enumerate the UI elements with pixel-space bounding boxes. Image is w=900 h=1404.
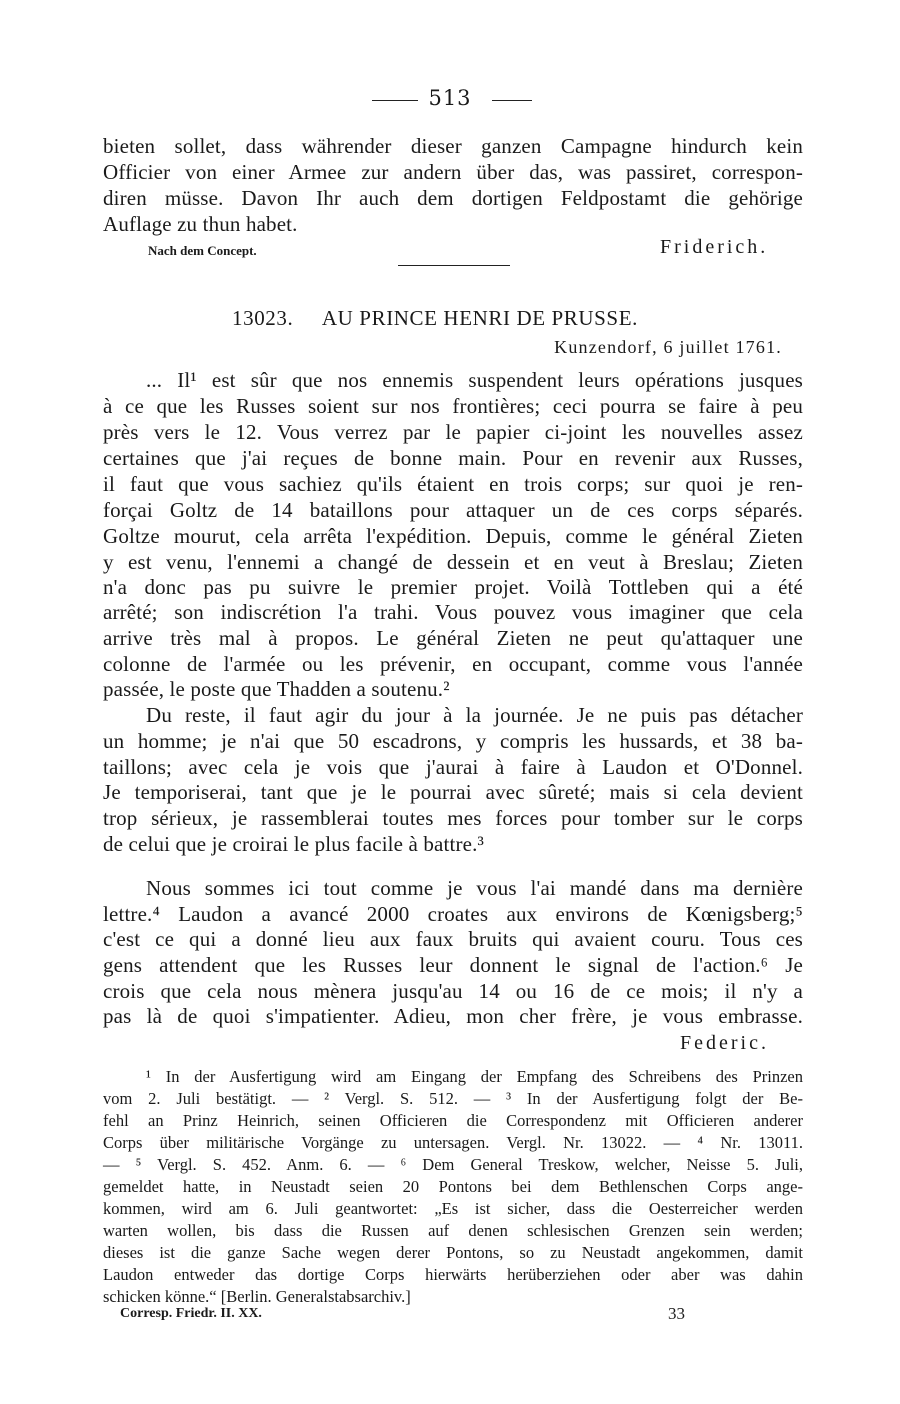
text-line: colonne de l'armée ou les prévenir, en occupant, comme vous l'année [103, 652, 803, 676]
footnote-line: gemeldet hatte, in Neustadt seien 20 Pontons bei dem Bethlenschen Corps ange- [103, 1177, 803, 1196]
dateline: Kunzendorf, 6 juillet 1761. [554, 337, 782, 357]
text-line: arrêté; son indiscrétion l'a trahi. Vous pouvez vous imaginer que cela [103, 600, 803, 624]
footnote-line: kommen, wird am 6. Juli geantwortet: „Es ist sicher, dass die Oesterreicher werden [103, 1199, 803, 1218]
footnote-line: dieses ist die ganze Sache wegen derer Pontons, so zu Neustadt angekommen, damit [103, 1243, 803, 1262]
footnote-line: Laudon entweder das dortige Corps hierwärts herüberziehen oder aber was dahin [103, 1265, 803, 1284]
text-line: certaines que j'ai reçues de bonne main. Pour en revenir aux Russes, [103, 446, 803, 470]
footer-source: Corresp. Friedr. II. XX. [120, 1306, 262, 1321]
text-line: Du reste, il faut agir du jour à la journée. Je ne puis pas détacher [146, 703, 803, 727]
header-dash-right [492, 100, 532, 101]
footnote-line: Corps über militärische Vorgänge zu untersagen. Vergl. Nr. 13022. — ⁴ Nr. 13011. [103, 1133, 803, 1152]
text-line: ... Il¹ est sûr que nos ennemis suspendent leurs opérations jusques [146, 368, 803, 392]
text-line: à ce que les Russes soient sur nos frontières; ceci pourra se faire à peu [103, 394, 803, 418]
signature-mark: 33 [668, 1304, 685, 1323]
text-line: il faut que vous sachiez qu'ils étaient en trois corps; sur quoi je ren- [103, 472, 803, 496]
text-line: taillons; avec cela je vois que j'aurai à faire à Laudon et O'Donnel. [103, 755, 803, 779]
footnote-line: warten wollen, bis dass die Russen auf denen schlesischen Grenzen sein werden; [103, 1221, 803, 1240]
text-line: de celui que je croirai le plus facile à battre.³ [103, 832, 484, 856]
footnote-line: schicken könne.“ [Berlin. Generalstabsarchiv.] [103, 1287, 411, 1306]
text-line: lettre.⁴ Laudon a avancé 2000 croates aux environs de Kœnigsberg;⁵ [103, 902, 803, 926]
footnote-line: — ⁵ Vergl. S. 452. Anm. 6. — ⁶ Dem General Treskow, welcher, Neisse 5. Juli, [103, 1155, 803, 1174]
text-line: un homme; je n'ai que 50 escadrons, y compris les hussards, et 38 ba- [103, 729, 803, 753]
section-divider [398, 265, 510, 266]
text-line: Officier von einer Armee zur andern über das, was passiret, correspon- [103, 160, 803, 184]
footnote-line: ¹ In der Ausfertigung wird am Eingang der Empfang des Schreibens des Prinzen [146, 1067, 803, 1086]
signature-friderich: Friderich. [660, 236, 769, 258]
text-line: n'a donc pas pu suivre le premier projet. Voilà Tottleben qui a été [103, 575, 803, 599]
letter-heading [232, 306, 638, 331]
text-line: Goltze mourut, cela arrêta l'expédition. Depuis, comme le général Zieten [103, 524, 803, 548]
letter-number: 13023. [232, 306, 294, 330]
letter-title: AU PRINCE HENRI DE PRUSSE. [321, 306, 638, 330]
source-note: Nach dem Concept. [148, 243, 257, 258]
text-line: arrive très mal à propos. Le général Zieten ne peut qu'attaquer une [103, 626, 803, 650]
text-line: pas là de quoi s'impatienter. Adieu, mon cher frère, je vous embrasse. [103, 1004, 803, 1028]
text-line: Auflage zu thun habet. [103, 212, 298, 236]
text-line: c'est ce qui a donné lieu aux faux bruits qui avaient couru. Tous ces [103, 927, 803, 951]
signature-federic: Federic. [680, 1032, 769, 1054]
footnote-line: vom 2. Juli bestätigt. — ² Vergl. S. 512. — ³ In der Ausfertigung folgt der Be- [103, 1089, 803, 1108]
text-line: y est venu, l'ennemi a changé de dessein et en veut à Breslau; Zieten [103, 550, 803, 574]
text-line: crois que cela nous mènera jusqu'au 14 ou 16 de ce mois; il n'y a [103, 979, 803, 1003]
page-number: 513 [428, 86, 472, 110]
text-line: diren müsse. Davon Ihr auch dem dortigen Feldpostamt die gehörige [103, 186, 803, 210]
text-line: passée, le poste que Thadden a soutenu.² [103, 677, 450, 701]
text-line: gens attendent que les Russes leur donnent le signal de l'action.⁶ Je [103, 953, 803, 977]
text-line: Je temporiserai, tant que je le pourrai avec sûreté; mais si cela devient [103, 780, 803, 804]
text-line: trop sérieux, je rassemblerai toutes mes forces pour tomber sur le corps [103, 806, 803, 830]
text-line: forçai Goltz de 14 bataillons pour attaquer un de ces corps séparés. [103, 498, 803, 522]
text-line: près vers le 12. Vous verrez par le papier ci-joint les nouvelles assez [103, 420, 803, 444]
text-line: Nous sommes ici tout comme je vous l'ai mandé dans ma dernière [146, 876, 803, 900]
footnote-line: fehl an Prinz Heinrich, seinen Officieren die Correspondenz mit Officieren anderer [103, 1111, 803, 1130]
text-line: bieten sollet, dass währender dieser ganzen Campagne hindurch kein [103, 134, 803, 158]
